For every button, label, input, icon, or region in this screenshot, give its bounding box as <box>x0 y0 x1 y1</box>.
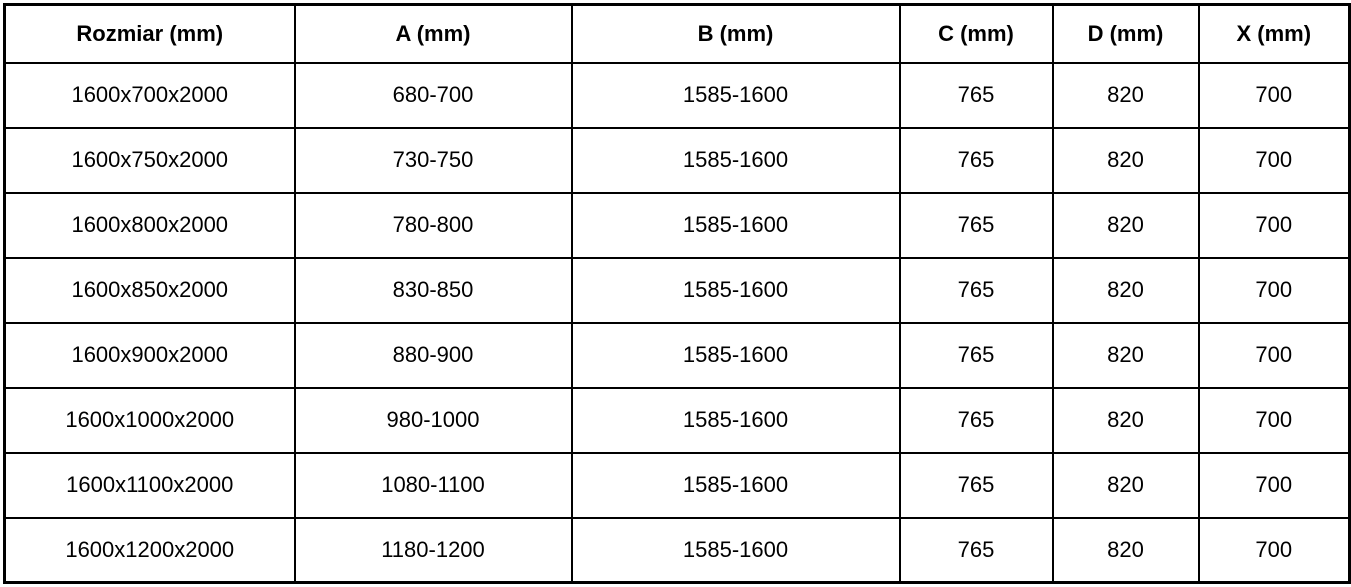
table-cell: 980-1000 <box>295 388 572 453</box>
table-cell: 1585-1600 <box>572 518 900 583</box>
table-cell: 765 <box>900 388 1053 453</box>
table-cell: 1600x900x2000 <box>5 323 295 388</box>
table-cell: 1585-1600 <box>572 63 900 128</box>
table-cell: 880-900 <box>295 323 572 388</box>
table-cell: 700 <box>1199 388 1350 453</box>
column-header: A (mm) <box>295 5 572 63</box>
table-cell: 820 <box>1053 323 1199 388</box>
table-row <box>5 518 1350 583</box>
table-cell: 765 <box>900 258 1053 323</box>
table-cell: 765 <box>900 518 1053 583</box>
table-row <box>5 323 1350 388</box>
table-cell: 820 <box>1053 258 1199 323</box>
table-cell: 1585-1600 <box>572 128 900 193</box>
table-cell: 820 <box>1053 63 1199 128</box>
table-cell: 1080-1100 <box>295 453 572 518</box>
table-row <box>5 128 1350 193</box>
table-cell: 700 <box>1199 518 1350 583</box>
table-cell: 700 <box>1199 193 1350 258</box>
table-cell: 1585-1600 <box>572 323 900 388</box>
table-row <box>5 453 1350 518</box>
table-row <box>5 63 1350 128</box>
table-cell: 780-800 <box>295 193 572 258</box>
table-cell: 1600x1200x2000 <box>5 518 295 583</box>
column-header: C (mm) <box>900 5 1053 63</box>
table-header <box>5 5 1350 63</box>
column-header: X (mm) <box>1199 5 1350 63</box>
table-cell: 765 <box>900 193 1053 258</box>
table-cell: 700 <box>1199 258 1350 323</box>
table-cell: 1600x1100x2000 <box>5 453 295 518</box>
table-cell: 1585-1600 <box>572 453 900 518</box>
table-cell: 1585-1600 <box>572 193 900 258</box>
table-cell: 1600x800x2000 <box>5 193 295 258</box>
table-cell: 1600x1000x2000 <box>5 388 295 453</box>
table-cell: 700 <box>1199 63 1350 128</box>
table-cell: 820 <box>1053 128 1199 193</box>
table-header-row <box>5 5 1350 63</box>
table-cell: 820 <box>1053 193 1199 258</box>
column-header: D (mm) <box>1053 5 1199 63</box>
table-cell: 1600x700x2000 <box>5 63 295 128</box>
table-cell: 820 <box>1053 388 1199 453</box>
table-cell: 1585-1600 <box>572 258 900 323</box>
table-body <box>5 63 1350 583</box>
table-row <box>5 258 1350 323</box>
table-cell: 765 <box>900 128 1053 193</box>
table-cell: 765 <box>900 323 1053 388</box>
table-cell: 1180-1200 <box>295 518 572 583</box>
table-cell: 680-700 <box>295 63 572 128</box>
table-cell: 700 <box>1199 128 1350 193</box>
table-row <box>5 388 1350 453</box>
table-cell: 765 <box>900 453 1053 518</box>
table-cell: 1600x750x2000 <box>5 128 295 193</box>
size-spec-table <box>3 3 1351 584</box>
table-cell: 1585-1600 <box>572 388 900 453</box>
table-cell: 765 <box>900 63 1053 128</box>
column-header: Rozmiar (mm) <box>5 5 295 63</box>
table-cell: 820 <box>1053 518 1199 583</box>
table-row <box>5 193 1350 258</box>
column-header: B (mm) <box>572 5 900 63</box>
table-cell: 700 <box>1199 453 1350 518</box>
table-cell: 820 <box>1053 453 1199 518</box>
table-cell: 700 <box>1199 323 1350 388</box>
table-cell: 730-750 <box>295 128 572 193</box>
table-cell: 830-850 <box>295 258 572 323</box>
table-cell: 1600x850x2000 <box>5 258 295 323</box>
